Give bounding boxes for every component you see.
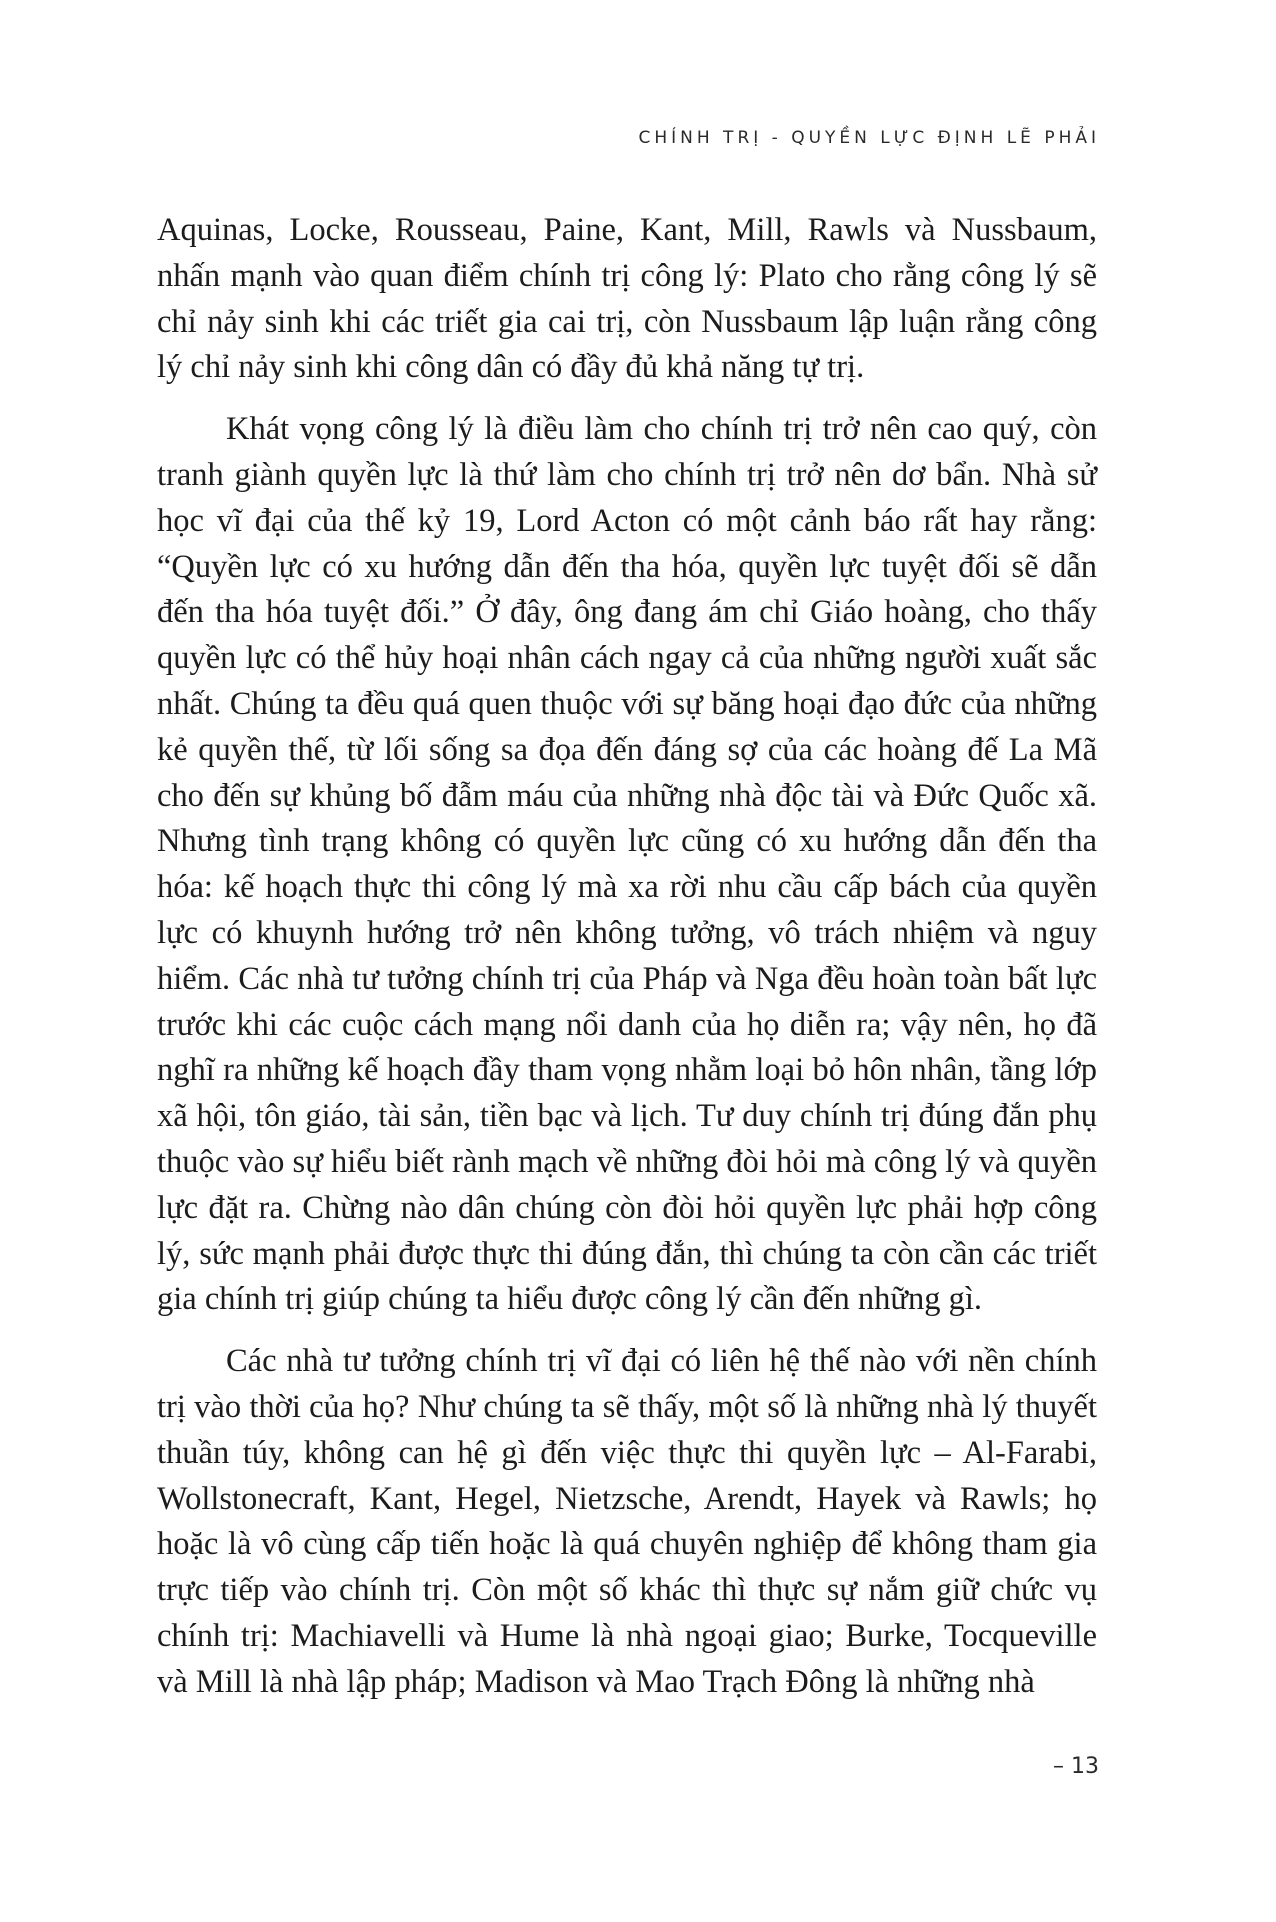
paragraph: Các nhà tư tưởng chính trị vĩ đại có liên hệ thế nào với nền chính trị vào thời của họ? Như chúng ta sẽ thấy, một số là những nhà lý thuyết thuần túy, không can hệ gì đến việc thực thi quyền lực – Al-Farabi, Wollstonecraft, Kant, Hegel, Nietzsche, Arendt, Hayek và Rawls; họ hoặc là vô cùng cấp tiến hoặc là quá chuyên nghiệp để không tham gia trực tiếp vào chính trị. Còn một số khác thì thực sự nắm giữ chức vụ chính trị: Machiavelli và Hume là nhà ngoại giao; Burke, Tocqueville và Mill là nhà lập pháp; Madison và Mao Trạch Đông là những nhà: [157, 1343, 1097, 1700]
body-text: [157, 208, 1097, 1706]
paragraph-continued: Aquinas, Locke, Rousseau, Paine, Kant, Mill, Rawls và Nussbaum, nhấn mạnh vào quan điểm chính trị công lý: Plato cho rằng công lý sẽ chỉ nảy sinh khi các triết gia cai trị, còn Nussbaum lập luận rằng công lý chỉ nảy sinh khi công dân có đầy đủ khả năng tự trị.: [157, 212, 1097, 386]
running-header: CHÍNH TRỊ - QUYỀN LỰC ĐỊNH LẼ PHẢI: [638, 128, 1100, 148]
page-number: – 13: [1053, 1754, 1099, 1779]
paragraph: Khát vọng công lý là điều làm cho chính trị trở nên cao quý, còn tranh giành quyền lực là thứ làm cho chính trị trở nên dơ bẩn. Nhà sử học vĩ đại của thế kỷ 19, Lord Acton có một cảnh báo rất hay rằng: “Quyền lực có xu hướng dẫn đến tha hóa, quyền lực tuyệt đối sẽ dẫn đến tha hóa tuyệt đối.” Ở đây, ông đang ám chỉ Giáo hoàng, cho thấy quyền lực có thể hủy hoại nhân cách ngay cả của những người xuất sắc nhất. Chúng ta đều quá quen thuộc với sự băng hoại đạo đức của những kẻ quyền thế, từ lối sống sa đọa đến đáng sợ của các hoàng đế La Mã cho đến sự khủng bố đẫm máu của những nhà độc tài và Đức Quốc xã. Nhưng tình trạng không có quyền lực cũng có xu hướng dẫn đến tha hóa: kế hoạch thực thi công lý mà xa rời nhu cầu cấp bách của quyền lực có khuynh hướng trở nên không tưởng, vô trách nhiệm và nguy hiểm. Các nhà tư tưởng chính trị của Pháp và Nga đều hoàn toàn bất lực trước khi các cuộc cách mạng nổi danh của họ diễn ra; vậy nên, họ đã nghĩ ra những kế hoạch đầy tham vọng nhằm loại bỏ hôn nhân, tầng lớp xã hội, tôn giáo, tài sản, tiền bạc và lịch. Tư duy chính trị đúng đắn phụ thuộc vào sự hiểu biết rành mạch về những đòi hỏi mà công lý và quyền lực đặt ra. Chừng nào dân chúng còn đòi hỏi quyền lực phải hợp công lý, sức mạnh phải được thực thi đúng đắn, thì chúng ta còn cần các triết gia chính trị giúp chúng ta hiểu được công lý cần đến những gì.: [157, 411, 1097, 1318]
